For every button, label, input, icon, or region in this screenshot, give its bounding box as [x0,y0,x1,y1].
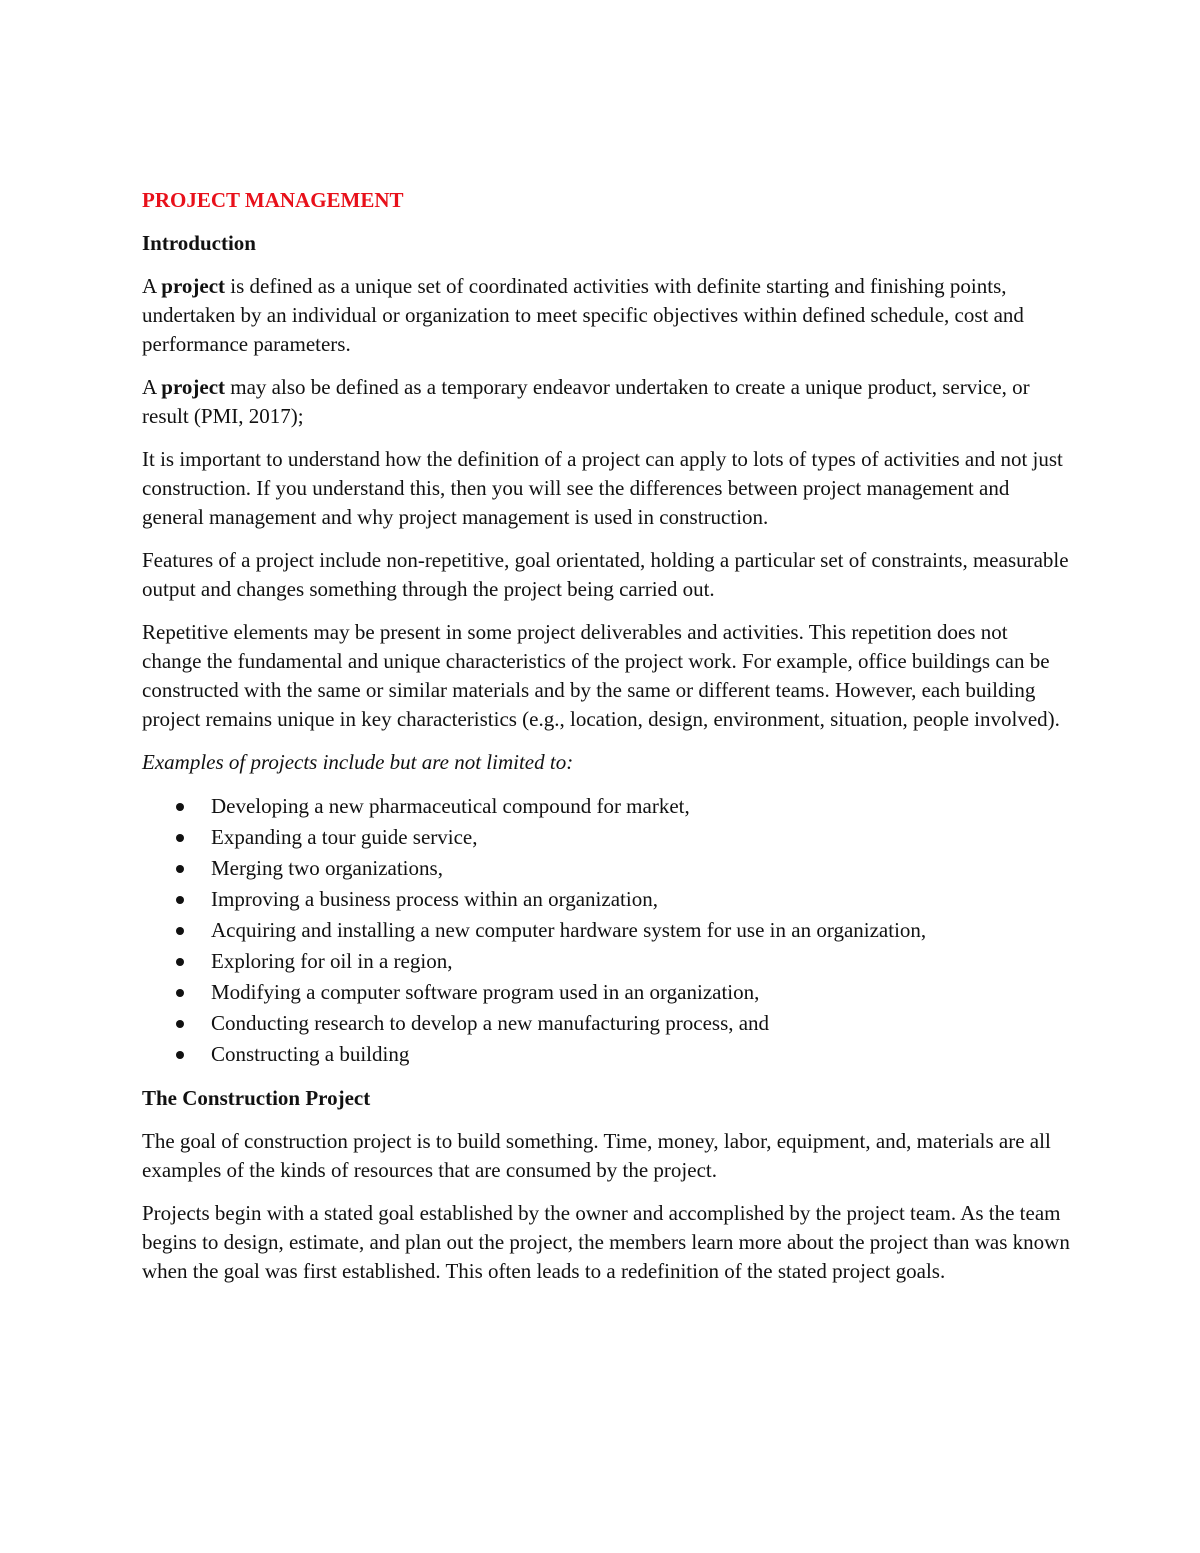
list-item-text: Improving a business process within an organization, [211,887,658,911]
list-item-text: Modifying a computer software program used in an organization, [211,980,760,1004]
examples-intro: Examples of projects include but are not limited to: [142,750,574,774]
p1-pre: A [142,274,162,298]
p1-bold-term: project [161,274,226,298]
paragraph-project-definition [142,272,1072,359]
bullet-icon [176,989,184,997]
list-item [142,977,1072,1008]
list-item-text: Merging two organizations, [211,856,443,880]
list-item-text: Acquiring and installing a new computer hardware system for use in an organization, [211,918,927,942]
bullet-icon [176,1020,184,1028]
examples-list [142,791,1072,1070]
p2-pre: A [142,375,162,399]
bullet-icon [176,1051,184,1059]
list-item-text: Constructing a building [211,1042,410,1066]
list-item [142,1008,1072,1039]
bullet-icon [176,896,184,904]
document-title: PROJECT MANAGEMENT [142,188,404,212]
list-item [142,915,1072,946]
bullet-icon [176,865,184,873]
list-item-text: Expanding a tour guide service, [211,825,478,849]
paragraph-project-goals: Projects begin with a stated goal established by the owner and accomplished by the project team. As the team begins to design, estimate, and plan out the project, the members learn more about the project than was known when the goal was first established. This often leads to a redefinition of the stated project goals. [142,1201,1070,1283]
list-item [142,884,1072,915]
p1-post: is defined as a unique set of coordinated activities with definite starting and finishing points, undertaken by an individual or organization to meet specific objectives within defined schedule, cost and performance parameters. [142,274,1024,356]
p2-post: may also be defined as a temporary endeavor undertaken to create a unique product, service, or result (PMI, 2017); [142,375,1030,428]
bullet-icon [176,927,184,935]
p2-bold-term: project [161,375,226,399]
bullet-icon [176,834,184,842]
paragraph-pmi-definition [142,373,1072,431]
intro-heading: Introduction [142,231,256,255]
bullet-icon [176,803,184,811]
list-item [142,853,1072,884]
list-item [142,791,1072,822]
list-item [142,1039,1072,1070]
paragraph-features: Features of a project include non-repetitive, goal orientated, holding a particular set of constraints, measurable output and changes something through the project being carried out. [142,548,1069,601]
list-item-text: Conducting research to develop a new manufacturing process, and [211,1011,770,1035]
document-body [142,186,1072,1300]
bullet-icon [176,958,184,966]
list-item-text: Developing a new pharmaceutical compound for market, [211,794,690,818]
paragraph-repetitive-elements: Repetitive elements may be present in some project deliverables and activities. This repetition does not change the fundamental and unique characteristics of the project work. For example, office buildings can be constructed with the same or similar materials and by the same or different teams. However, each building project remains unique in key characteristics (e.g., location, design, environment, situation, people involved). [142,620,1060,731]
list-item-text: Exploring for oil in a region, [211,949,453,973]
paragraph-construction-goal: The goal of construction project is to build something. Time, money, labor, equipment, and, materials are all examples of the kinds of resources that are consumed by the project. [142,1129,1051,1182]
paragraph-understanding: It is important to understand how the definition of a project can apply to lots of types of activities and not just construction. If you understand this, then you will see the differences between project management and general management and why project management is used in construction. [142,447,1063,529]
list-item [142,946,1072,977]
list-item [142,822,1072,853]
construction-heading: The Construction Project [142,1086,371,1110]
